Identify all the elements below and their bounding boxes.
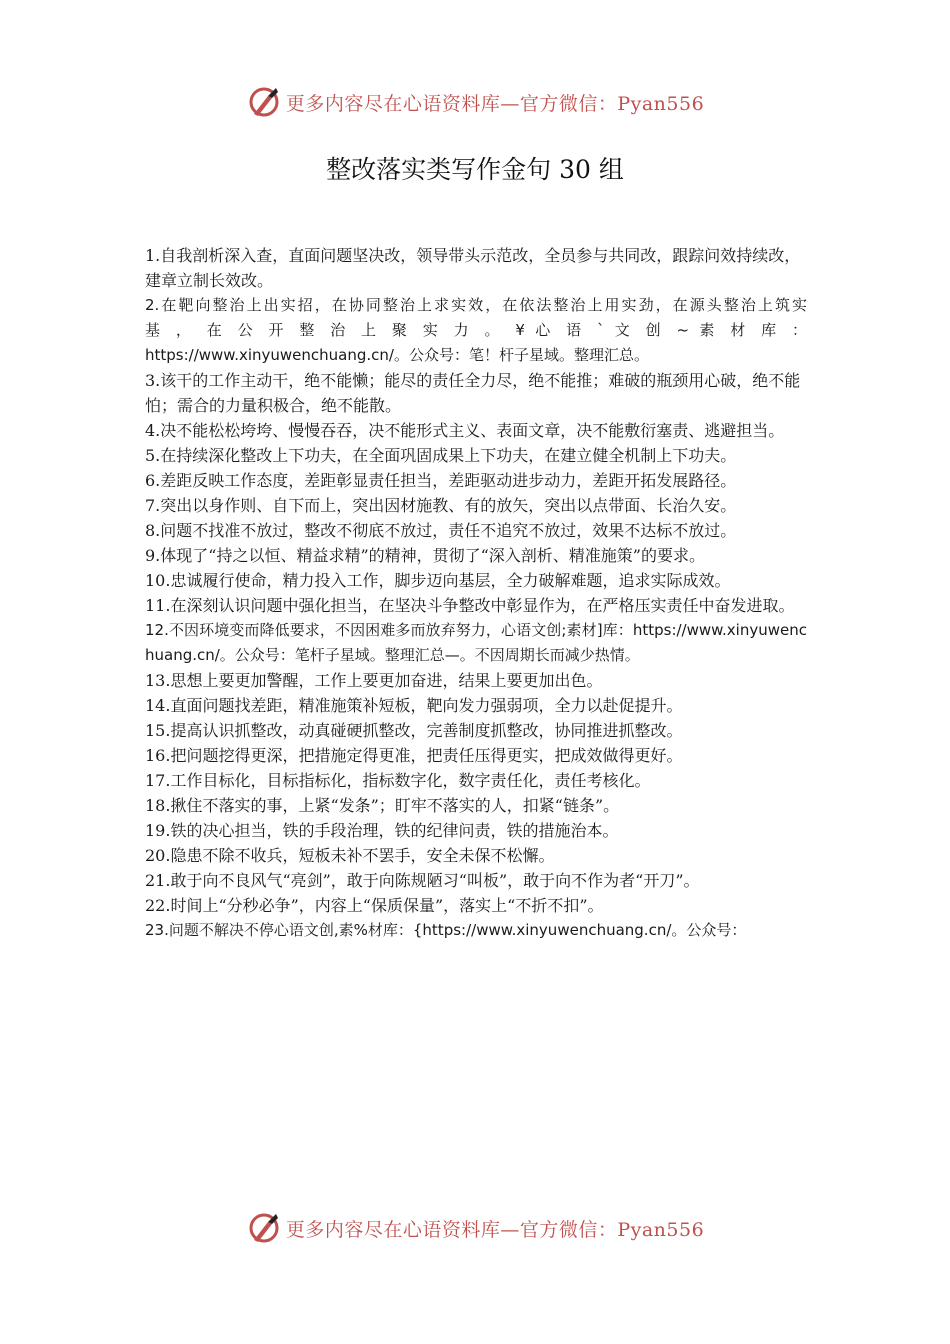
paragraph-2-line-1: 2.在靶向整治上出实招，在协同整治上求实效，在依法整治上用实劲，在源头整治上筑实 bbox=[145, 296, 807, 314]
paragraph-3: 3.该干的工作主动干，绝不能懒；能尽的责任全力尽，绝不能推；难破的瓶颈用心破，绝不能怕；需合的力量积极合，绝不能散。 bbox=[145, 371, 801, 415]
paragraph-14: 14.直面问题找差距，精准施策补短板，靶向发力强弱项，全力以赴促提升。 bbox=[145, 696, 683, 715]
paragraph-17: 17.工作目标化，目标指标化，指标数字化，数字责任化，责任考核化。 bbox=[145, 771, 651, 790]
paragraph-15: 15.提高认识抓整改，动真碰硬抓整改，完善制度抓整改，协同推进抓整改。 bbox=[145, 721, 683, 740]
paragraph-8: 8.问题不找准不放过，整改不彻底不放过，责任不追究不放过，效果不达标不放过。 bbox=[145, 521, 737, 540]
header-banner-text: 更多内容尽在心语资料库—官方微信：Pyan556 bbox=[285, 92, 705, 115]
document-body bbox=[145, 243, 807, 943]
pen-logo-icon bbox=[246, 84, 282, 120]
paragraph-18: 18.揪住不落实的事，上紧“发条”；盯牢不落实的人，扣紧“链条”。 bbox=[145, 796, 620, 815]
paragraph-12: 12.不因环境变而降低要求，不因困难多而放弃努力，心语文创;素材]库：https://www.xinyuwenchuang.cn/。公众号：笔杆子星域。整理汇总—。不因周期长而减少热情。 bbox=[145, 621, 807, 664]
paragraph-7: 7.突出以身作则、自下而上，突出因材施教、有的放矢，突出以点带面、长治久安。 bbox=[145, 496, 737, 515]
paragraph-16: 16.把问题挖得更深，把措施定得更准，把责任压得更实，把成效做得更好。 bbox=[145, 746, 683, 765]
paragraph-21: 21.敢于向不良风气“亮剑”，敢于向陈规陋习“叫板”，敢于向不作为者“开刀”。 bbox=[145, 871, 700, 890]
paragraph-2-line-3: https://www.xinyuwenchuang.cn/。公众号：笔！杆子星域。整理汇总。 bbox=[145, 346, 649, 364]
paragraph-10: 10.忠诚履行使命，精力投入工作，脚步迈向基层，全力破解难题，追求实际成效。 bbox=[145, 571, 731, 590]
paragraph-4: 4.决不能松松垮垮、慢慢吞吞，决不能形式主义、表面文章，决不能敷衍塞责、逃避担当。 bbox=[145, 421, 785, 440]
paragraph-19: 19.铁的决心担当，铁的手段治理，铁的纪律问责，铁的措施治本。 bbox=[145, 821, 619, 840]
footer-banner bbox=[0, 1208, 950, 1248]
header-banner bbox=[0, 82, 950, 122]
paragraph-1: 1.自我剖析深入查，直面问题坚决改，领导带头示范改，全员参与共同改，跟踪问效持续改，建章立制长效改。 bbox=[145, 246, 801, 290]
document-title: 整改落实类写作金句 30 组 bbox=[326, 155, 624, 184]
pen-logo-icon bbox=[246, 1210, 282, 1246]
paragraph-2-line-2: 基 ， 在 公 开 整 治 上 聚 实 力 。 ¥ 心 语 ` 文 创 ~ 素 材 库 ： bbox=[145, 321, 807, 339]
paragraph-20: 20.隐患不除不收兵，短板未补不罢手，安全未保不松懈。 bbox=[145, 846, 555, 865]
paragraph-13: 13.思想上要更加警醒，工作上要更加奋进，结果上要更加出色。 bbox=[145, 671, 603, 690]
paragraph-22: 22.时间上“分秒必争”，内容上“保质保量”，落实上“不折不扣”。 bbox=[145, 896, 604, 915]
paragraph-23: 23.问题不解决不停心语文创,素%材库：{https://www.xinyuwenchuang.cn/。公众号： bbox=[145, 921, 747, 939]
footer-banner-text: 更多内容尽在心语资料库—官方微信：Pyan556 bbox=[285, 1218, 705, 1241]
paragraph-11: 11.在深刻认识问题中强化担当，在坚决斗争整改中彰显作为，在严格压实责任中奋发进取。 bbox=[145, 596, 795, 615]
paragraph-6: 6.差距反映工作态度，差距彰显责任担当，差距驱动进步动力，差距开拓发展路径。 bbox=[145, 471, 737, 490]
paragraph-9: 9.体现了“持之以恒、精益求精”的精神，贯彻了“深入剖析、精准施策”的要求。 bbox=[145, 546, 705, 565]
paragraph-5: 5.在持续深化整改上下功夫，在全面巩固成果上下功夫，在建立健全机制上下功夫。 bbox=[145, 446, 737, 465]
